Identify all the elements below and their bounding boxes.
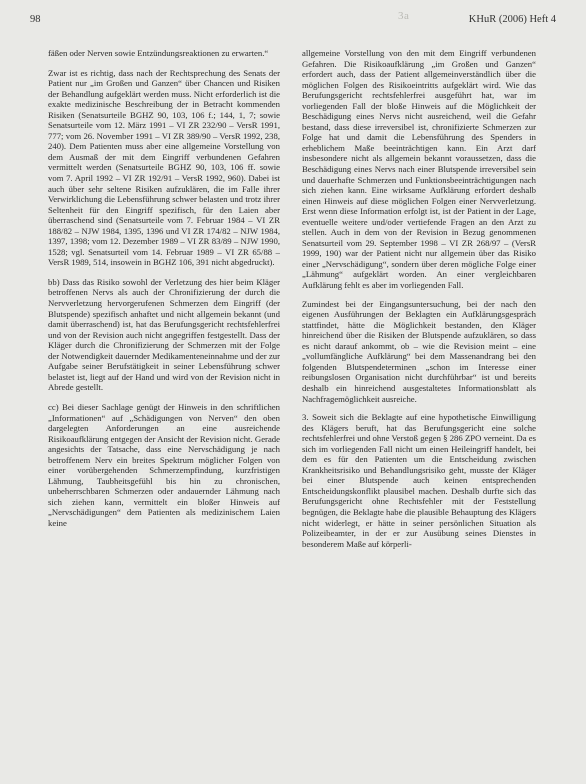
- page-number: 98: [30, 14, 41, 25]
- paragraph: bb) Dass das Risiko sowohl der Verletzung des hier beim Kläger betroffenen Nervs als auch der Chronifizierung der durch die Nervverletzung hervorgerufenen Schmerzen dem Eingriff (der Blutspende) spezifisch anhaftet und nicht allgemein bekannt (und damit überraschend) ist, hat das Berufungsgericht rechtsfehlerfrei und von der Revision auch nicht angegriffen festgestellt. Dass der Kläger durch die Chronifizierung der Schmerzen mit der Folge der Notwendigkeit dauernder Medikamenteneinnahme und der zur Aufgabe seiner Berufstätigkeit in seiner Lebensführung schwer belastet ist, liegt auf der Hand und wird von der Revision nicht in Abrede gestellt.: [48, 276, 280, 393]
- paragraph: fäßen oder Nerven sowie Entzündungsreaktionen zu erwarten.“: [48, 48, 269, 58]
- faint-mark: 3a: [398, 10, 410, 22]
- page-header: [30, 14, 556, 40]
- right-column: [302, 48, 536, 778]
- paragraph: 3. Soweit sich die Beklagte auf eine hypothetische Einwilligung des Klägers beruft, hat das Berufungsgericht eine solche rechtsfehlerfrei und ohne Verstoß gegen § 286 ZPO verneint. Da es sich im vorliegenden Fall nicht um einen Heileingriff handelt, bei dem es für den Patienten um die Entscheidung zwischen Krankheitsrisiko und Behandlungsrisiko geht, musste der Kläger bei einer Blutspende auch keinen entsprechenden Entscheidungskonflikt plausibel machen. Deshalb durfte sich das Berufungsgericht ohne Rechtsfehler mit der Feststellung begnügen, die Beklagte habe die plausible Behauptung des Klägers nicht widerlegt, er hätte in seiner persönlichen Situation als Polizeibeamter, in der er zur Ausübung seines Dienstes in besonderem Maße auf körperli-: [302, 412, 536, 549]
- paragraph: Zwar ist es richtig, dass nach der Rechtsprechung des Senats der Patient nur „im Großen und Ganzen“ über Chancen und Risiken der Behandlung aufgeklärt werden muss. Nicht erforderlich ist die exakte medizinische Beschreibung der in Betracht kommenden Risiken (Senatsurteile BGHZ 90, 103, 106 f.; 144, 1, 7; sowie Senatsurteile vom 12. März 1991 – VI ZR 232/90 – VersR 1991, 777; vom 26. November 1991 – VI ZR 389/90 – VersR 1992, 238, 240). Dem Patienten muss aber eine allgemeine Vorstellung von dem Ausmaß der mit dem Eingriff verbundenen Gefahren vermittelt werden (Senatsurteile BGHZ 90, 103, 106 ff. sowie vom 7. April 1992 – VI ZR 192/91 – VersR 1992, 960). Dabei ist auch über sehr seltene Risiken aufzuklären, die im Falle ihrer Verwirklichung die Lebensführung schwer belasten und trotz ihrer Seltenheit für den Eingriff spezifisch, für den Laien aber überraschend sind (Senatsurteile vom 7. Februar 1984 – VI ZR 188/82 – NJW 1984, 1395, 1396 und VI ZR 174/82 – NJW 1984, 1397, 1398; vom 12. Dezember 1989 – VI ZR 83/89 – NJW 1990, 1528; vgl. Senatsurteil vom 14. Februar 1989 – VI ZR 65/88 – VersR 1989, 514, insowein in BGHZ 106, 391 nicht abgedruckt).: [48, 67, 280, 268]
- paragraph: cc) Bei dieser Sachlage genügt der Hinweis in den schriftlichen „Informationen“ auf „Schädigungen von Nerven“ den oben dargelegten Anforderungen an eine ausreichende Risikoaufklärung entgegen der Ansicht der Revision nicht. Gerade angesichts der Tatsache, dass eine Nervschädigung je nach betroffenem Nerv ein breites Spektrum möglicher Folgen von einer vorübergehenden Schmerzempfindung, kurzfristigen Lähmung, Taubheitsgefühl bis hin zu chronischen, unbeherrschbaren Schmerzen oder andauernder Lähmung nach sich ziehen kann, vermittelt ein bloßer Hinweis auf „Nervschädigungen“ dem Patienten als medizinischem Laien keine: [48, 401, 280, 528]
- left-column: [48, 48, 280, 778]
- journal-reference: KHuR (2006) Heft 4: [468, 14, 556, 25]
- paragraph: allgemeine Vorstellung von den mit dem Eingriff verbundenen Gefahren. Die Risikoaufklärung „im Großen und Ganzen“ erfordert auch, dass der Patient allgemeinverständlich über die möglichen Folgen des Risikoeintritts aufgeklärt wird. Wie das Berufungsgericht rechtsfehlerfrei ausgeführt hat, war im vorliegenden Fall der bloße Hinweis auf die Möglichkeit der Beschädigung eines Nervs nicht ausreichend, weil die Gefahr bestand, dass diese irreversibel ist, chronifizierte Schmerzen zur Folge hat und damit die Lebensführung des Spenders in erheblichem Maße beeinträchtigen kann. Ein Arzt darf insbesondere nicht als allgemein bekannt voraussetzen, dass die Beschädigung eines Nervs nach einer Blutspende irreversibel sein und dauerhafte Schmerzen und Funktionsbeeinträchtigungen nach sich ziehen kann. Eine wirksame Aufklärung erfordert deshalb einen Hinweis auf diese möglichen Folgen einer Nervverletzung. Erst wenn diese Information erfolgt ist, ist der Patient in der Lage, eventuelle weitere und/oder vertiefende Fragen an den Arzt zu stellen. Auch in dem von der Revision in Bezug genommenen Senatsurteil vom 29. September 1998 – VI ZR 268/97 – (VersR 1999, 190) war der Patient nicht nur allgemein über das Risiko einer „Nervschädigung“, sondern über deren mögliche Folge einer „Lähmung“ aufgeklärt worden. An einer vergleichbaren Aufklärung fehlt es aber im vorliegenden Fall.: [302, 48, 536, 291]
- paragraph: Zumindest bei der Eingangsuntersuchung, bei der nach den eigenen Ausführungen der Beklagten ein Aufklärungsgespräch stattfindet, hätte die Möglichkeit bestanden, den Kläger hinreichend über die Risiken der Blutspende aufzuklären, so dass es nicht darauf ankommt, ob – wie die Revision meint – eine „vollumfängliche Aufklärung“ bei dem Massenandrang bei den folgenden Blutspendeterminen „schon im Interesse einer reibungslosen Organisation nicht durchführbar“ ist und bereits deshalb ein hinreichend ausgestaltetes Informationsblatt als Nachfragemöglichkeit ausreiche.: [302, 298, 536, 404]
